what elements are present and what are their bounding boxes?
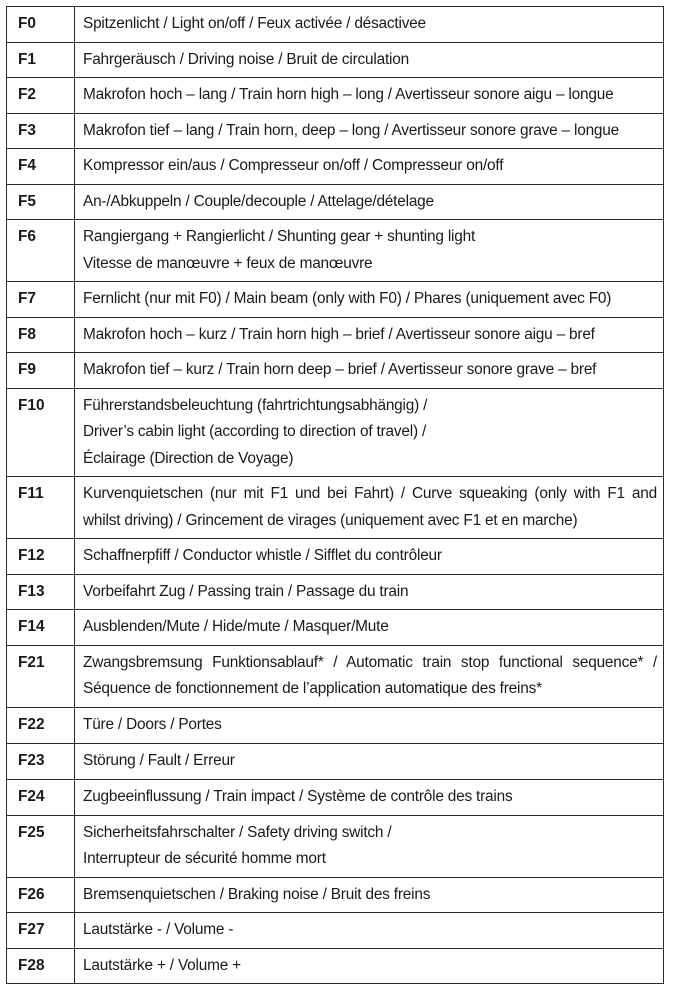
table-row [7,42,664,78]
function-key: F26 [7,877,75,913]
function-description: Ausblenden/Mute / Hide/mute / Masquer/Mute [75,610,664,646]
table-row [7,353,664,389]
function-key: F11 [7,477,75,539]
function-key: F22 [7,707,75,743]
function-description: Rangiergang + Rangierlicht / Shunting gear + shunting light Vitesse de manœuvre + feux de manœuvre [75,220,664,282]
function-key: F6 [7,220,75,282]
table-row [7,78,664,114]
table-row [7,220,664,282]
table-row [7,539,664,575]
table-row [7,282,664,318]
function-key: F14 [7,610,75,646]
function-key: F9 [7,353,75,389]
function-description: Kompressor ein/aus / Compresseur on/off / Compresseur on/off [75,149,664,185]
function-description: Vorbeifahrt Zug / Passing train / Passage du train [75,574,664,610]
function-key: F12 [7,539,75,575]
function-description: Führerstandsbeleuchtung (fahrtrichtungsabhängig) / Driver’s cabin light (according to direction of travel) / Éclairage (Direction de Voyage) [75,388,664,477]
table-row [7,149,664,185]
table-row [7,477,664,539]
function-key: F8 [7,317,75,353]
function-description: Makrofon hoch – kurz / Train horn high – brief / Avertisseur sonore aigu – bref [75,317,664,353]
function-description: Makrofon tief – lang / Train horn, deep – long / Avertisseur sonore grave – longue [75,113,664,149]
table-row [7,779,664,815]
function-key: F21 [7,645,75,707]
function-description: Makrofon hoch – lang / Train horn high – long / Avertisseur sonore aigu – longue [75,78,664,114]
table-row [7,388,664,477]
function-description: Lautstärke - / Volume - [75,913,664,949]
function-table [6,6,664,984]
table-row [7,707,664,743]
function-key: F23 [7,743,75,779]
table-row [7,913,664,949]
function-description: Bremsenquietschen / Braking noise / Bruit des freins [75,877,664,913]
function-key: F28 [7,948,75,984]
table-row [7,815,664,877]
function-description: Kurvenquietschen (nur mit F1 und bei Fahrt) / Curve squeaking (only with F1 and whilst driving) / Grincement de virages (uniquement avec F1 et en marche) [75,477,664,539]
function-key: F13 [7,574,75,610]
function-key: F10 [7,388,75,477]
function-description: Zugbeeinflussung / Train impact / Système de contrôle des trains [75,779,664,815]
function-key: F0 [7,7,75,43]
function-key: F5 [7,184,75,220]
function-description: Störung / Fault / Erreur [75,743,664,779]
function-key: F7 [7,282,75,318]
function-description: Makrofon tief – kurz / Train horn deep – brief / Avertisseur sonore grave – bref [75,353,664,389]
function-key: F1 [7,42,75,78]
function-description: Fahrgeräusch / Driving noise / Bruit de circulation [75,42,664,78]
table-row [7,948,664,984]
table-row [7,743,664,779]
function-key: F24 [7,779,75,815]
table-row [7,645,664,707]
function-description: Türe / Doors / Portes [75,707,664,743]
function-description: Spitzenlicht / Light on/off / Feux activée / désactivee [75,7,664,43]
function-description: Schaffnerpfiff / Conductor whistle / Sifflet du contrôleur [75,539,664,575]
table-row [7,317,664,353]
table-row [7,610,664,646]
function-key: F3 [7,113,75,149]
table-row [7,113,664,149]
function-description: An-/Abkuppeln / Couple/decouple / Attelage/dételage [75,184,664,220]
table-row [7,574,664,610]
function-description: Sicherheitsfahrschalter / Safety driving switch / Interrupteur de sécurité homme mort [75,815,664,877]
table-row [7,7,664,43]
table-row [7,877,664,913]
function-key: F4 [7,149,75,185]
function-key: F27 [7,913,75,949]
function-description: Zwangsbremsung Funktionsablauf* / Automatic train stop functional sequence* / Séquence de fonctionnement de l’application automatique des freins* [75,645,664,707]
function-key: F25 [7,815,75,877]
table-row [7,184,664,220]
function-description: Lautstärke + / Volume + [75,948,664,984]
function-key: F2 [7,78,75,114]
function-description: Fernlicht (nur mit F0) / Main beam (only with F0) / Phares (uniquement avec F0) [75,282,664,318]
